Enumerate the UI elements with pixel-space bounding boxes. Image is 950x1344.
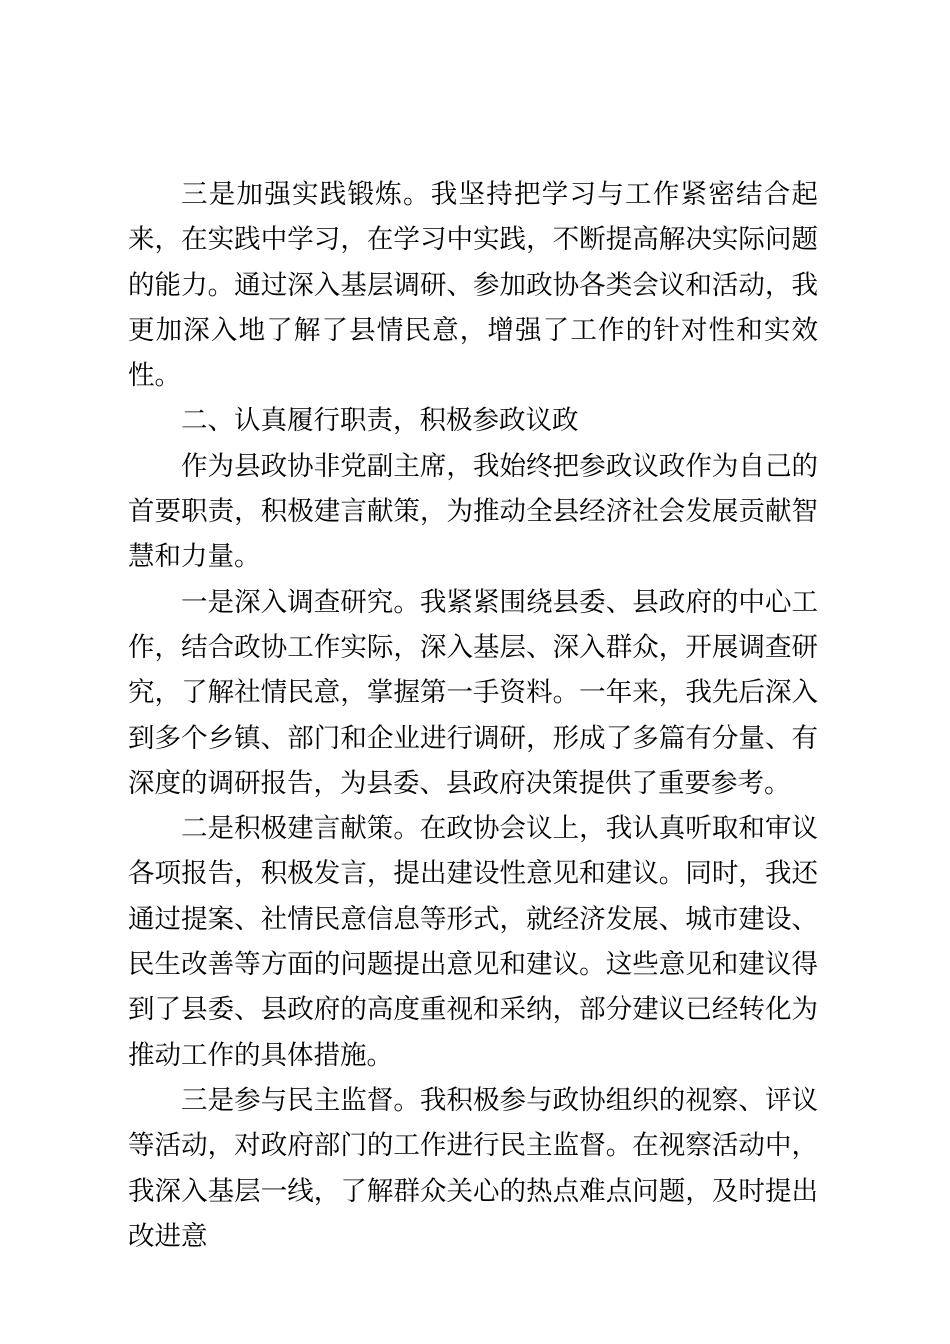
- paragraph-research: 一是深入调查研究。我紧紧围绕县委、县政府的中心工作，结合政协工作实际，深入基层、深入群众，开展调查研究，了解社情民意，掌握第一手资料。一年来，我先后深入到多个乡镇、部门和企业进行调研，形成了多篇有分量、有深度的调研报告，为县委、县政府决策提供了重要参考。: [128, 586, 818, 799]
- section-heading-2: 二、认真履行职责，积极参政议政: [181, 405, 579, 437]
- paragraph-supervision: 三是参与民主监督。我积极参与政协组织的视察、评议等活动，对政府部门的工作进行民主监督。在视察活动中，我深入基层一线，了解群众关心的热点难点问题，及时提出改进意: [128, 1084, 818, 1252]
- document-page: [128, 172, 818, 1259]
- paragraph-intro: 作为县政协非党副主席，我始终把参政议政作为自己的首要职责，积极建言献策，为推动全县经济社会发展贡献智慧和力量。: [128, 450, 818, 573]
- paragraph-practice: 三是加强实践锻炼。我坚持把学习与工作紧密结合起来，在实践中学习，在学习中实践，不断提高解决实际问题的能力。通过深入基层调研、参加政协各类会议和活动，我更加深入地了解了县情民意，增强了工作的针对性和实效性。: [128, 179, 818, 392]
- paragraph-suggestions: 二是积极建言献策。在政协会议上，我认真听取和审议各项报告，积极发言，提出建设性意见和建议。同时，我还通过提案、社情民意信息等形式，就经济发展、城市建设、民生改善等方面的问题提出意见和建议。这些意见和建议得到了县委、县政府的高度重视和采纳，部分建议已经转化为推动工作的具体措施。: [128, 813, 818, 1071]
